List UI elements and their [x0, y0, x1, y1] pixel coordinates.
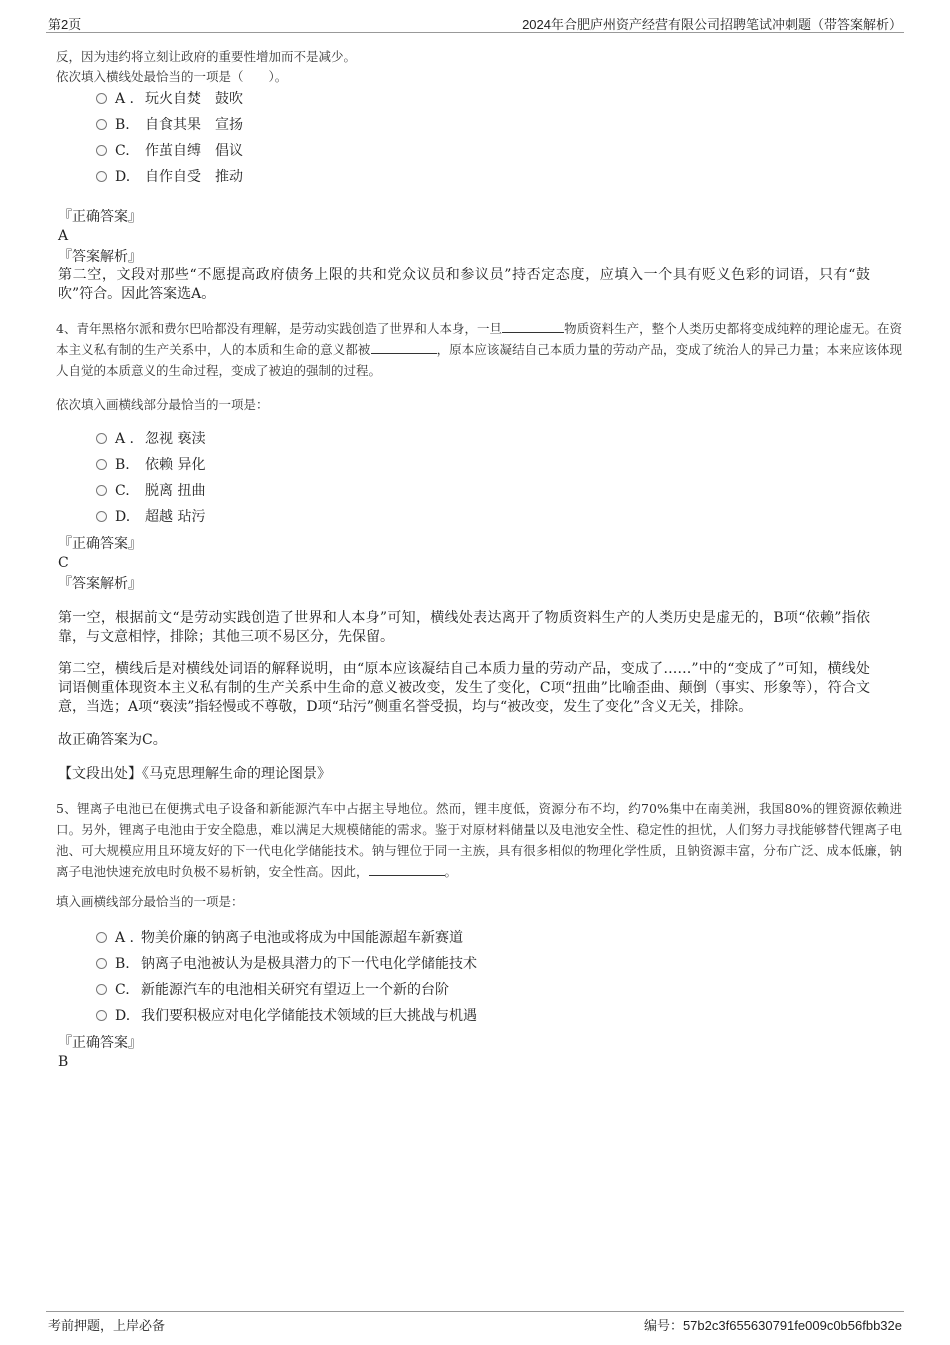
question-5-option-b[interactable]: B. 钠离子电池被认为是极具潜力的下一代电化学储能技术 [96, 954, 477, 974]
footer-slogan: 考前押题，上岸必备 [48, 1318, 166, 1333]
radio-icon[interactable] [96, 485, 107, 496]
question-3-option-b[interactable]: B. 自食其果 宣扬 [96, 115, 243, 135]
page-footer [46, 1311, 904, 1332]
radio-icon[interactable] [96, 145, 107, 156]
page-number: 第2页 [48, 17, 82, 32]
question-4-analysis-label: 『答案解析』 [58, 576, 142, 592]
radio-icon[interactable] [96, 932, 107, 943]
question-4-prompt: 依次填入画横线部分最恰当的一项是： [56, 397, 269, 412]
question-4-answer-label: 『正确答案』 [58, 536, 142, 552]
question-3-answer-label: 『正确答案』 [58, 209, 142, 225]
document-code: 编号：57b2c3f655630791fe009c0b56fbb32e [643, 1318, 902, 1333]
radio-icon[interactable] [96, 511, 107, 522]
question-3-prompt: 依次填入横线处最恰当的一项是（ ）。 [56, 69, 288, 84]
question-4-analysis-para-1: 第一空，根据前文“是劳动实践创造了世界和人本身”可知，横线处表达离开了物质资料生产的人类历史是虚无的，B项“依赖”指依靠，与文意相悖，排除；其他三项不易区分，先保留。 [58, 610, 870, 645]
question-3-option-a[interactable]: A . 玩火自焚 鼓吹 [96, 89, 243, 109]
question-5-option-d[interactable]: D. 我们要积极应对电化学储能技术领域的巨大挑战与机遇 [96, 1006, 477, 1026]
question-4-option-d[interactable]: D. 超越 玷污 [96, 507, 205, 527]
answer-blank [371, 339, 437, 354]
question-5-stem: 5、锂离子电池已在便携式电子设备和新能源汽车中占据主导地位。然而，锂丰度低，资源分布不均，约70%集中在南美洲，我国80%的锂资源依赖进口。另外，锂离子电池由于安全隐患，难以满足大规模储能的需求。鉴于对原材料储量以及电池安全性、稳定性的担忧，人们努力寻找能够替代锂离子电池、可大规模应用且环境友好的下一代电化学储能技术。钠与锂位于同一主族，具有很多相似的物理化学性质，且钠资源丰富，分布广泛、成本低廉，钠离子电池快速充放电时负极不易析钠，安全性高。因此， 。 [56, 801, 902, 879]
question-5-option-a[interactable]: A . 物美价廉的钠离子电池或将成为中国能源超车新赛道 [96, 928, 463, 948]
question-4-option-b[interactable]: B. 依赖 异化 [96, 455, 205, 475]
question-4-stem: 4、青年黑格尔派和费尔巴哈都没有理解，是劳动实践创造了世界和人本身，一旦 物质资料生产，整个人类历史都将变成纯粹的理论虚无。在资本主义私有制的生产关系中，人的本质和生命的意义都被 ，原本应该凝结自己本质力量的劳动产品，变成了统治人的异己力量；本来应该体现人自觉的本质意义的生命过程，变成了被迫的强制的过程。 [56, 318, 902, 381]
radio-icon[interactable] [96, 119, 107, 130]
radio-icon[interactable] [96, 1010, 107, 1021]
question-3-answer: A [58, 228, 69, 244]
question-4-conclusion: 故正确答案为C。 [58, 732, 167, 748]
question-3-option-c[interactable]: C. 作茧自缚 倡议 [96, 141, 243, 161]
question-4-option-a[interactable]: A . 忽视 亵渎 [96, 429, 205, 449]
radio-icon[interactable] [96, 984, 107, 995]
page-header [46, 14, 904, 33]
question-5-answer: B [58, 1054, 69, 1070]
answer-blank [369, 861, 445, 876]
radio-icon[interactable] [96, 433, 107, 444]
question-3-analysis-label: 『答案解析』 [58, 249, 142, 265]
question-3-stem-tail: 反，因为违约将立刻让政府的重要性增加而不是减少。 [56, 49, 357, 64]
question-5-option-c[interactable]: C. 新能源汽车的电池相关研究有望迈上一个新的台阶 [96, 980, 449, 1000]
document-title: 2024年合肥庐州资产经营有限公司招聘笔试冲刺题（带答案解析） [522, 17, 902, 32]
question-4-analysis-para-2: 第二空，横线后是对横线处词语的解释说明，由“原本应该凝结自己本质力量的劳动产品，变成了……”中的“变成了”可知，横线处词语侧重体现资本主义私有制的生产关系中生命的意义被改变，发生了变化，C项“扭曲”比喻歪曲、颠倒（事实、形象等），符合文意，当选；A项“亵渎”指轻慢或不尊敬，D项“玷污”侧重名誉受损，均与“被改变，发生了变化”含义无关，排除。 [58, 661, 870, 715]
question-4-answer: C [58, 555, 69, 571]
answer-blank [502, 318, 564, 333]
radio-icon[interactable] [96, 958, 107, 969]
question-4-source: 【文段出处】《马克思理解生命的理论图景》 [58, 766, 331, 782]
question-3-option-d[interactable]: D. 自作自受 推动 [96, 167, 243, 187]
question-5-prompt: 填入画横线部分最恰当的一项是： [56, 894, 244, 909]
question-4-option-c[interactable]: C. 脱离 扭曲 [96, 481, 205, 501]
radio-icon[interactable] [96, 93, 107, 104]
radio-icon[interactable] [96, 459, 107, 470]
question-5-answer-label: 『正确答案』 [58, 1035, 142, 1051]
question-3-analysis: 第二空，文段对那些“不愿提高政府债务上限的共和党众议员和参议员”持否定态度，应填入一个具有贬义色彩的词语，只有“鼓吹”符合。因此答案选A。 [58, 267, 870, 302]
radio-icon[interactable] [96, 171, 107, 182]
